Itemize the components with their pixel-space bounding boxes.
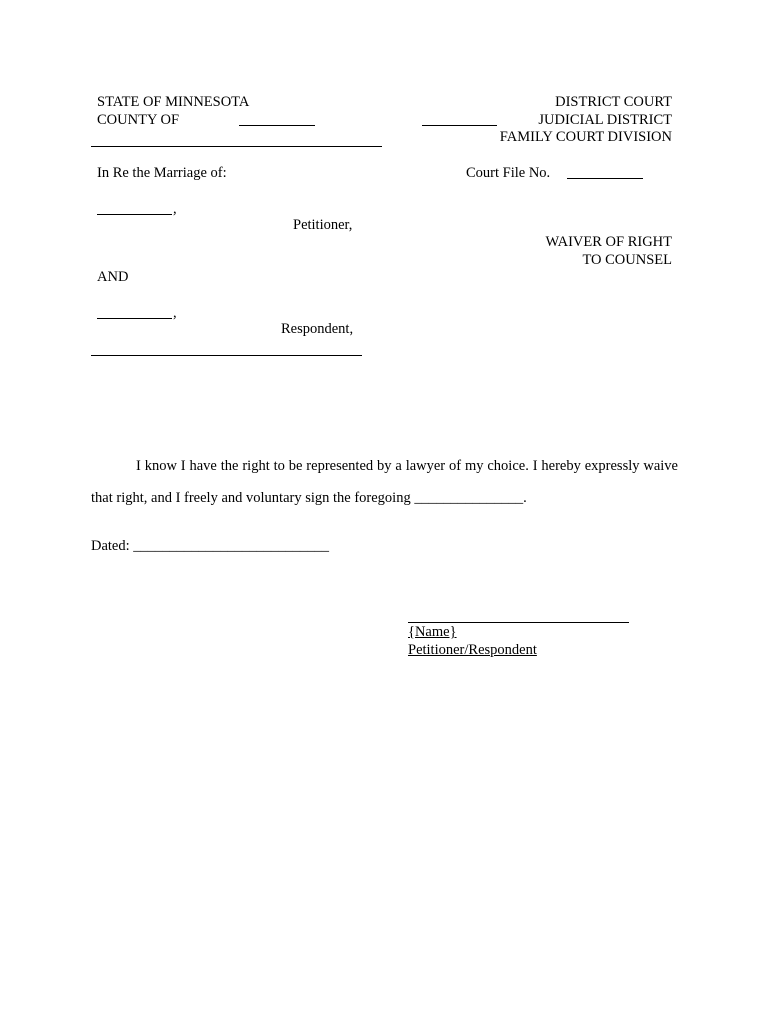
court-file-label: Court File No. [466, 165, 551, 181]
document-title-line2: TO COUNSEL [582, 252, 672, 268]
county-label: COUNTY OF [97, 112, 180, 128]
signature-line[interactable] [408, 622, 629, 623]
waiver-paragraph: I know I have the right to be represented by a lawyer of my choice. I hereby expressly waive that right, and I freely and voluntary sign the foregoing _______________. [91, 458, 678, 506]
signer-name: {Name} [408, 624, 457, 640]
document-title-line1: WAIVER OF RIGHT [545, 234, 672, 250]
court-label: DISTRICT COURT [555, 94, 672, 110]
caption-divider-top [91, 146, 382, 147]
state-label: STATE OF MINNESOTA [97, 94, 250, 110]
and-label: AND [97, 269, 129, 285]
county-blank[interactable] [239, 125, 315, 126]
court-file-blank[interactable] [567, 178, 643, 179]
division-label: FAMILY COURT DIVISION [499, 129, 672, 145]
in-re-label: In Re the Marriage of: [97, 165, 227, 181]
dated-line: Dated: ___________________________ [91, 538, 330, 554]
signer-role: Petitioner/Respondent [408, 642, 537, 658]
petitioner-name-blank[interactable] [97, 214, 172, 215]
respondent-label: Respondent, [281, 321, 354, 337]
respondent-comma: , [173, 305, 177, 321]
caption-divider-bottom [91, 355, 362, 356]
district-number-blank[interactable] [422, 125, 497, 126]
respondent-name-blank[interactable] [97, 318, 172, 319]
petitioner-label: Petitioner, [293, 217, 353, 233]
petitioner-comma: , [173, 201, 177, 217]
judicial-district-label: JUDICIAL DISTRICT [538, 112, 672, 128]
